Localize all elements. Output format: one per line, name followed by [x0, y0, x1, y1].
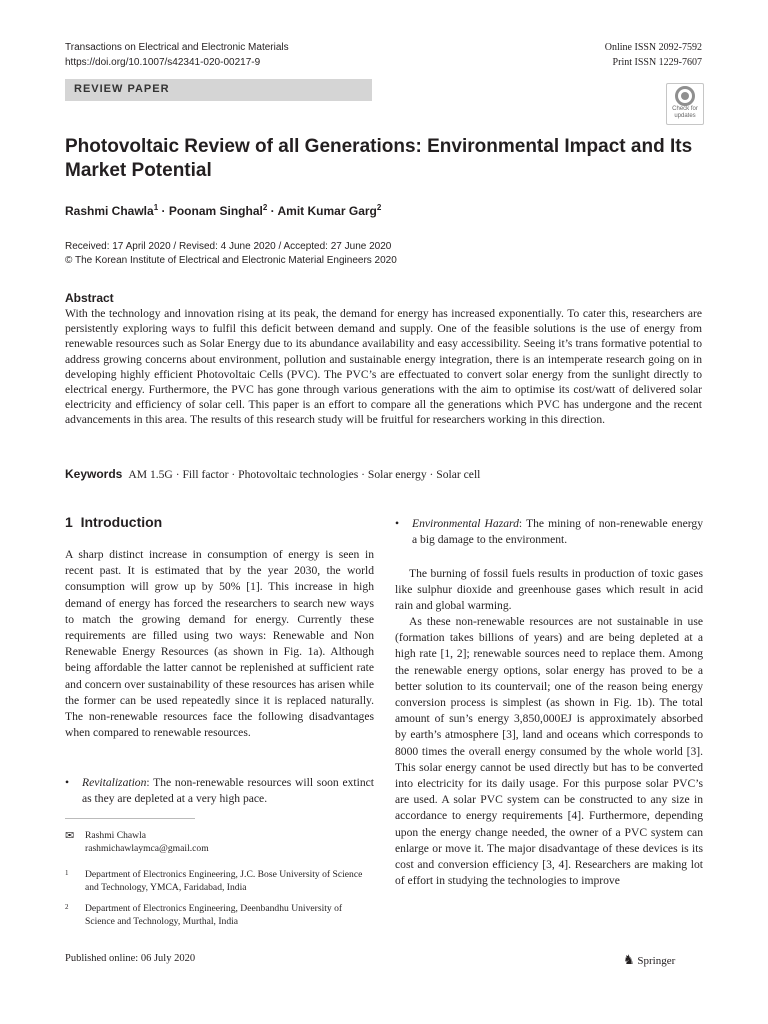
corr-email[interactable]: rashmichawlaymca@gmail.com: [85, 842, 209, 854]
author-name[interactable]: Rashmi Chawla: [65, 204, 154, 218]
bullet-body: : The non-renewable resources will soon extinct as they are depleted at a very high pace.: [82, 776, 374, 806]
dates-line: Received: 17 April 2020 / Revised: 4 June 2020 / Accepted: 27 June 2020: [65, 241, 392, 252]
journal-name: Transactions on Electrical and Electronic Materials: [65, 42, 289, 53]
section-heading: [65, 514, 162, 530]
corresponding-author: [65, 830, 374, 855]
keywords: [65, 467, 480, 481]
keywords-label: Keywords: [65, 467, 123, 481]
bullet-text: [412, 516, 703, 548]
bullet-text: [82, 775, 374, 807]
publisher-name: Springer: [637, 955, 676, 967]
footnote-rule: [65, 818, 195, 819]
envelope-icon: ✉: [65, 830, 75, 842]
badge-line1: Check for: [672, 106, 698, 112]
article-history: [65, 240, 397, 268]
author-affiliation: 1: [153, 203, 159, 212]
intro-paragraph-3: As these non-renewable resources are not sustainable in use (formation takes billions of years) and are being depleted at a high rate [1, 2]; renewable sources need to replace them. Among the renewable energy options, solar energy has proved to be a better solution to its countervail; one of the reason being energy conversion process is simplest (as shown in Fig. 1b). The total amount of sun’s energy 3,850,000EJ is approximately absorbed by earth’s atmosphere [3], land and oceans which corresponds to 8000 times the overall energy consumed by the whole world [3]. This solar energy cannot be used directly but has to be converted into electricity for its daily usage. For this purpose solar PVC’s are used. A solar PVC system can be constructed to any size in accordance to energy requirements [4]. Furthermore, depending upon the energy change needed, the owner of a PVC system can enlarge or move it. The major disadvantage of these devices is its cost and conversion efficiency [3, 4]. Researchers are making lot of effort in studying the technologies to improve: [395, 615, 703, 888]
abstract-text: With the technology and innovation rising at its peak, the demand for energy has increased exponentially. To cater this, researchers are persistently exploring ways to fulfil this deficit between demand and supply. One of the feasible solutions is the use of energy from renewable resources such as Solar Energy due to its abundance availability and easy accessibility. Seeing it’s trans formative potential to address growing concerns about environment, pollution and sustainable energy integration, there is an intemperate research going on in developing highly efficient Photovoltaic Cells (PVC). The PVC’s are effectuated to convert solar energy from the sunlight directly to electrical energy. Furthermore, the PVC has gone through various generations with the aim to optimise its cost/watt of delivered solar electricity and efficiency of solar cell. This paper is an effort to compare all the generations which PVC has undergone and the recent advancements in this area. The results of this research study will be fruitful for researchers working in this direction.: [65, 307, 702, 427]
copyright-line: © The Korean Institute of Electrical and Electronic Material Engineers 2020: [65, 255, 397, 266]
author-affiliation: 2: [376, 203, 382, 212]
bullet-term: Revitalization: [82, 776, 147, 789]
section-band: [65, 79, 372, 101]
check-for-updates-badge[interactable]: [666, 83, 704, 125]
online-issn: Online ISSN 2092-7592: [604, 42, 702, 53]
corr-name: Rashmi Chawla: [85, 830, 147, 841]
author-separator: ·: [158, 204, 169, 218]
author-affiliation: 2: [262, 203, 268, 212]
author-name[interactable]: Poonam Singhal: [168, 204, 263, 218]
section-number: 1: [65, 514, 73, 530]
affiliation-1: [65, 869, 374, 894]
badge-line2: updates: [674, 113, 696, 119]
article-title: Photovoltaic Review of all Generations: Environmental Impact and Its Market Potential: [65, 136, 693, 181]
bullet-body: : The mining of non-renewable energy a big damage to the environment.: [412, 517, 703, 547]
springer-horse-icon: ♞: [623, 952, 635, 967]
bullet-icon: •: [395, 517, 400, 530]
keywords-list: AM 1.5G · Fill factor · Photovoltaic technologies · Solar energy · Solar cell: [128, 468, 481, 481]
section-title: Introduction: [80, 514, 163, 530]
intro-paragraph-2: The burning of fossil fuels results in production of toxic gases like sulphur dioxide and greenhouse gases which result in acid rain and global warming.: [395, 567, 703, 613]
print-issn: Print ISSN 1229-7607: [612, 57, 702, 68]
aff-number: 1: [65, 869, 69, 877]
author-separator: ·: [267, 204, 278, 218]
aff-text: Department of Electronics Engineering, Deenbandhu University of Science and Technology, Murthal, India: [85, 903, 343, 927]
author-name[interactable]: Amit Kumar Garg: [277, 204, 377, 218]
published-online: Published online: 06 July 2020: [65, 953, 196, 964]
intro-paragraph-1: A sharp distinct increase in consumption of energy is seen in recent past. It is estimated that by the year 2030, the world consumption will grow up by 50% [1]. This increase in high demand of energy has forced the researchers to search new ways to match the growing demand for energy. Currently these requirements are filled using two ways: Renewable and Non Renewable Energy Resources (as shown in Fig. 1a). Although being affordable the latter cannot be replenished at sufficient rate and concern over sustainability of these resources has arisen while the former can be used repeatedly since it is replaced naturally. The non-renewable resources face the following disadvantages when compared to renewable resources.: [65, 548, 374, 740]
publisher-logo: [623, 952, 675, 968]
doi-link[interactable]: https://doi.org/10.1007/s42341-020-00217-9: [65, 57, 261, 68]
affiliation-2: [65, 903, 374, 928]
author-list: [65, 203, 381, 218]
aff-text: Department of Electronics Engineering, J.C. Bose University of Science and Technology, YMCA, Faridabad, India: [85, 869, 363, 893]
bullet-term: Environmental Hazard: [412, 517, 519, 530]
review-paper-label: REVIEW PAPER: [74, 83, 170, 95]
bullet-revitalization: [65, 775, 374, 809]
abstract-heading: Abstract: [65, 291, 114, 305]
check-updates-icon: [675, 86, 695, 106]
aff-number: 2: [65, 903, 69, 911]
bullet-environmental-hazard: [395, 516, 703, 550]
bullet-icon: •: [65, 776, 70, 789]
